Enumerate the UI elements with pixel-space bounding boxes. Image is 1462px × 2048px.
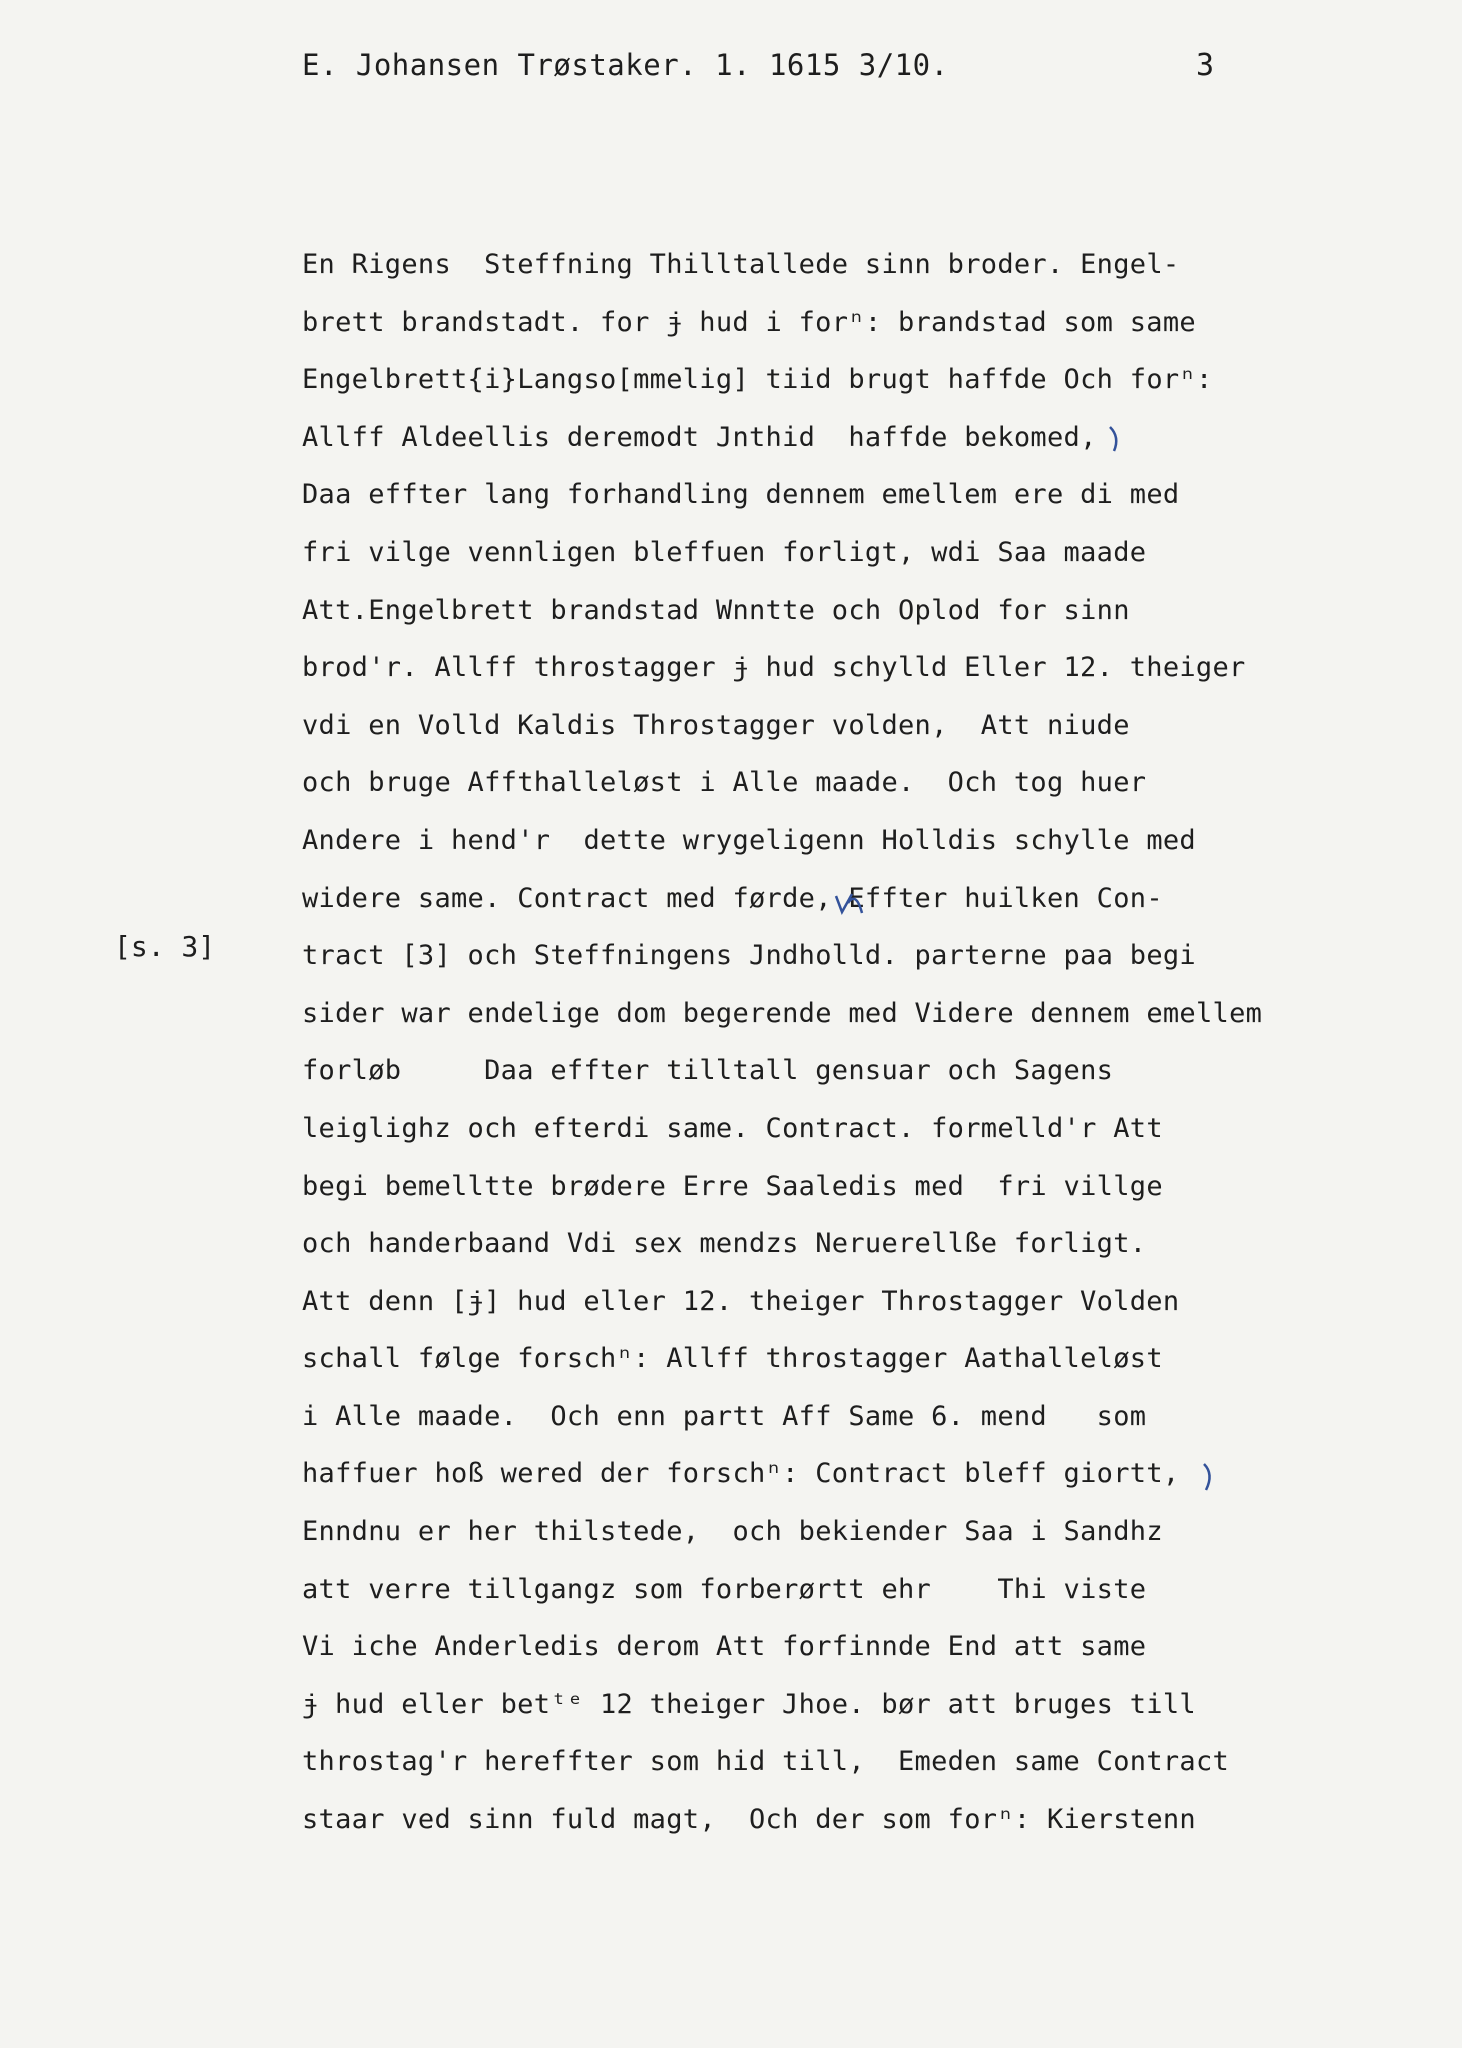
text-line: Att denn [ɉ] hud eller 12. theiger Throstagger Volden xyxy=(302,1285,1180,1317)
text-line: i Alle maade. Och enn partt Aff Same 6. mend som xyxy=(302,1400,1147,1432)
text-line: Allff Aldeellis deremodt Jnthid haffde bekomed, xyxy=(302,421,1097,453)
text-line: leiglighz och efterdi same. Contract. formelld'r Att xyxy=(302,1112,1163,1144)
text-line: begi bemelltte brødere Erre Saaledis med fri villge xyxy=(302,1170,1163,1202)
transcription-body xyxy=(302,236,1362,1849)
text-line: Daa effter lang forhandling dennem emellem ere di med xyxy=(302,479,1180,511)
text-line: staar ved sinn fuld magt, Och der som forⁿ: Kierstenn xyxy=(302,1804,1196,1836)
page-header: E. Johansen Trøstaker. 1. 1615 3/10. xyxy=(302,48,949,82)
text-line: Engelbrett{i}Langso[mmelig] tiid brugt haffde Och forⁿ: xyxy=(302,364,1213,396)
text-line: och bruge Affthalleløst i Alle maade. Och tog huer xyxy=(302,767,1147,799)
text-line: ɉ hud eller betᵗᵉ 12 theiger Jhoe. bør att bruges till xyxy=(302,1688,1196,1720)
text-line: En Rigens Steffning Thilltallede sinn broder. Engel- xyxy=(302,249,1180,280)
text-line: forløb Daa effter tilltall gensuar och Sagens xyxy=(302,1055,1114,1087)
ink-correction-mark xyxy=(1200,1462,1220,1492)
ink-correction-mark xyxy=(846,885,866,915)
text-line: sider war endelige dom begerende med Videre dennem emellem xyxy=(302,997,1263,1029)
text-line: fri vilge vennligen bleffuen forligt, wdi Saa maade xyxy=(302,536,1147,568)
text-line: Att.Engelbrett brandstad Wnntte och Oplod for sinn xyxy=(302,594,1130,626)
text-line: tract [3] och Steffningens Jndholld. parterne paa begi xyxy=(302,940,1196,972)
text-line: brett brandstadt. for ɉ hud i forⁿ: brandstad som same xyxy=(302,306,1196,338)
text-line: vdi en Volld Kaldis Throstagger volden, Att niude xyxy=(302,709,1130,741)
text-line: schall følge forschⁿ: Allff throstagger Aathalleløst xyxy=(302,1343,1163,1375)
text-line: att verre tillgangz som forberørtt ehr Thi viste xyxy=(302,1573,1147,1605)
text-line: haffuer hoß wered der forschⁿ: Contract bleff giortt, xyxy=(302,1458,1180,1490)
text-line: Enndnu er her thilstede, och bekiender Saa i Sandhz xyxy=(302,1516,1163,1548)
text-line: och handerbaand Vdi sex mendzs Neruerellße forligt. xyxy=(302,1228,1147,1260)
ink-correction-mark xyxy=(1108,425,1128,455)
text-line: Andere i hend'r dette wrygeligenn Holldis schylle med xyxy=(302,824,1196,856)
text-line: brod'r. Allff throstagger ɉ hud schylld Eller 12. theiger xyxy=(302,652,1246,684)
text-line: widere same. Contract med førde, Effter huilken Con- xyxy=(302,882,1163,914)
page-number: 3 xyxy=(1196,48,1215,83)
text-line: Vi iche Anderledis derom Att forfinnde End att same xyxy=(302,1631,1147,1663)
margin-note: [s. 3] xyxy=(114,930,216,963)
text-line: throstag'r hereffter som hid till, Emeden same Contract xyxy=(302,1746,1230,1778)
